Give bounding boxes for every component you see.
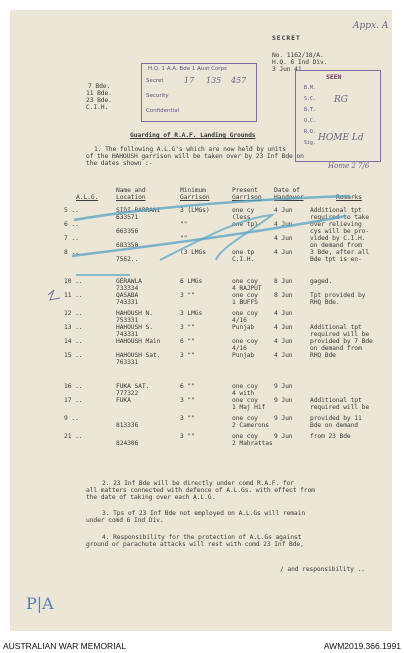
table-cell-remarks: Additional tpt <box>310 397 362 404</box>
table-cell-date: 8 Jun <box>274 292 293 299</box>
table-cell-remarks: Additional tpt <box>310 207 362 214</box>
table-cell-present: one cy <box>232 207 255 214</box>
distribution-item: C.I.H. <box>86 104 109 111</box>
paragraph-line: of the HAHOUSH garrison will be taken over by 23 Inf Bde on <box>86 153 304 160</box>
distribution-item: 7 Bde. <box>88 83 111 90</box>
table-cell-present: one coy <box>232 433 258 440</box>
table-cell-remarks: on demand from <box>310 242 362 249</box>
reference-number: No. 1162/18/A. <box>272 52 324 59</box>
table-cell-remarks: gaged. <box>310 278 333 285</box>
table-cell-min: 6 "" <box>180 383 195 390</box>
table-cell-present: Punjab <box>232 352 255 359</box>
col-header-minimum: Minimum <box>180 187 206 194</box>
security-header: SECRET <box>272 35 301 42</box>
footer-source: AUSTRALIAN WAR MEMORIAL <box>3 641 126 651</box>
table-cell-present: (less <box>232 214 251 221</box>
table-cell-name: 813336 <box>116 422 139 429</box>
table-cell-name: HAHOUSH Sat. <box>116 352 161 359</box>
paragraph-line: under comd 6 Ind Div. <box>86 517 164 524</box>
stamp-line: R.O. <box>304 129 316 135</box>
table-cell-name: 7562.. <box>116 256 139 263</box>
table-cell-min: "" <box>180 235 188 242</box>
col-header-alg: A.L.G. <box>76 194 99 201</box>
paragraph-line: 1. The following A.L.G's which are now held by units <box>94 146 286 153</box>
table-cell-present: one coy <box>232 338 258 345</box>
reference-date: 3 Jun 41. <box>272 66 306 73</box>
table-cell-present: 4 with <box>232 390 255 397</box>
table-cell-remarks: on demand from <box>310 345 362 352</box>
paragraph-line: 2. 23 Inf Bde will be directly under comd R.A.F. for <box>102 480 294 487</box>
table-cell-present: 1 BUFFS <box>232 299 258 306</box>
col-header-remarks: Remarks <box>336 194 362 201</box>
table-cell-name: HAHOUSH S. <box>116 324 153 331</box>
seen-label: SEEN <box>326 73 342 81</box>
table-cell-present: one coy <box>232 310 258 317</box>
col-header-name: Location <box>116 194 146 201</box>
table-cell-remarks: 3 Bde, after all <box>310 249 370 256</box>
table-cell-present: 4/16 <box>232 345 247 352</box>
table-cell-date: 4 Jun <box>274 310 293 317</box>
table-cell-min: 6 "" <box>180 338 195 345</box>
stamp-number: 135 <box>206 76 222 85</box>
handwritten-appendix: Appx. A <box>353 21 389 31</box>
stamp-title: H.Q. 1 A.A. Bde 1 Aust Corps <box>148 66 227 72</box>
document-page <box>10 10 392 631</box>
table-cell-min: 3 "" <box>180 433 195 440</box>
col-header-present: Garrison <box>232 194 262 201</box>
stamp-line: B.M. <box>304 85 316 91</box>
table-cell-present: 4 RAJPUT <box>232 285 262 292</box>
strikeout-line <box>74 196 350 220</box>
table-cell-name: 733334 <box>116 285 139 292</box>
table-cell-name: 763331 <box>116 359 139 366</box>
stamp-line: S.C. <box>304 96 316 102</box>
table-cell-alg: 17 .. <box>64 397 83 404</box>
col-header-name: Name and <box>116 187 146 194</box>
archive-footer <box>0 637 404 653</box>
table-cell-present: one coy <box>232 415 258 422</box>
table-cell-alg: 13 .. <box>64 324 83 331</box>
table-cell-name: SIDI BARRANI <box>116 207 161 214</box>
table-cell-name: 683350 <box>116 242 139 249</box>
table-cell-date: 4 Jun <box>274 235 293 242</box>
table-cell-remarks: Bde tpt is en- <box>310 256 362 263</box>
table-cell-present: one coy <box>232 278 258 285</box>
table-cell-name: GERAWLA <box>116 278 142 285</box>
table-cell-present: one tp) <box>232 221 258 228</box>
stamp-line: O.C. <box>304 118 316 124</box>
table-cell-min: 3 "" <box>180 324 195 331</box>
table-cell-present: 1 Maj Hif <box>232 404 266 411</box>
col-header-date: Handover <box>274 194 304 201</box>
table-cell-present: one coy <box>232 383 258 390</box>
stamp-secret: Secret <box>146 78 164 84</box>
table-cell-alg: 12 .. <box>64 310 83 317</box>
paragraph-line: ground or parachute attacks will rest with comd 23 Inf Bde, <box>86 541 304 548</box>
table-cell-present: 2 Camerons <box>232 422 269 429</box>
paragraph-line: the date of taking over each A.L.G. <box>86 494 216 501</box>
table-cell-date: 4 Jun <box>274 352 293 359</box>
stamp-security: Security <box>146 93 169 99</box>
table-cell-date: 4 Jun <box>274 207 293 214</box>
table-cell-alg: 11 .. <box>64 292 83 299</box>
table-cell-date: 4 Jun <box>274 249 293 256</box>
table-cell-present: one tp <box>232 249 255 256</box>
table-cell-present: 4/16 <box>232 317 247 324</box>
table-cell-remarks: RHQ Bde <box>310 352 336 359</box>
paragraph-line: 4. Responsibility for the protection of A.L.Gs against <box>102 534 302 541</box>
stamp-number: 17 <box>184 76 195 85</box>
col-header-minimum: Garrison <box>180 194 210 201</box>
handwritten-note: Home 2 7/6 <box>328 162 370 170</box>
paragraph-line: all matters connected with defence of A.L.Gs. with effect from <box>86 487 315 494</box>
table-cell-date: 4 Jun <box>274 338 293 345</box>
table-cell-min: 3 LMGs <box>180 310 203 317</box>
table-cell-alg: 15 .. <box>64 352 83 359</box>
table-cell-remarks: vided by C.I.H. <box>310 235 366 242</box>
table-cell-name: FUKA SAT. <box>116 383 150 390</box>
table-cell-present: C.I.H. <box>232 256 255 263</box>
table-cell-name: QASABA <box>116 292 139 299</box>
distribution-item: 11 Bde. <box>86 90 112 97</box>
table-cell-name: 753331 <box>116 317 139 324</box>
table-cell-date: 4 Jun <box>274 324 293 331</box>
continuation-text: / and responsibility .. <box>280 566 365 573</box>
table-cell-name: HAHOUSH N. <box>116 310 153 317</box>
table-cell-present: Punjab <box>232 324 255 331</box>
table-cell-alg: 7 .. <box>64 235 79 242</box>
table-cell-present: one coy <box>232 397 258 404</box>
table-cell-min: 6 LMGs <box>180 278 203 285</box>
table-cell-remarks: provided by 11 <box>310 415 362 422</box>
table-cell-alg: 8 .. <box>64 249 79 256</box>
table-cell-remarks: Tpt provided by <box>310 292 366 299</box>
table-cell-remarks: cys will be pro- <box>310 228 370 235</box>
table-cell-date: 9 Jun <box>274 433 293 440</box>
table-cell-min: 3 "" <box>180 292 195 299</box>
reference-hq: H.Q. 6 Ind Div. <box>272 59 328 66</box>
table-cell-remarks: over relieving <box>310 221 362 228</box>
table-cell-alg: 10 .. <box>64 278 83 285</box>
table-cell-name: 743331 <box>116 331 139 338</box>
col-header-present: Present <box>232 187 258 194</box>
table-cell-remarks: Additional tpt <box>310 324 362 331</box>
table-cell-date: 9 Jun <box>274 415 293 422</box>
table-cell-name: FUKA <box>116 397 131 404</box>
table-cell-alg: 16 .. <box>64 383 83 390</box>
handwritten-initials: RG <box>334 95 348 105</box>
table-cell-name: 633571 <box>116 214 139 221</box>
document-title: Guarding of R.A.F. Landing Grounds <box>130 132 256 139</box>
table-cell-name: 743331 <box>116 299 139 306</box>
table-cell-min: 3 "" <box>180 415 195 422</box>
distribution-item: 23 Bde. <box>86 97 112 104</box>
table-cell-name: 824306 <box>116 440 139 447</box>
paragraph-line: 3. Tps of 23 Inf Bde not employed on A.L.Gs will remain <box>102 510 306 517</box>
table-cell-alg: 9 .. <box>64 415 79 422</box>
table-cell-min: 3 "" <box>180 352 195 359</box>
table-cell-alg: 21 .. <box>64 433 83 440</box>
table-cell-min: 3 (LMGs) <box>180 207 210 214</box>
table-cell-remarks: required will be <box>310 404 370 411</box>
table-cell-remarks: provided by 7 Bde <box>310 338 373 345</box>
footer-reference: AWM2019.366.1991 <box>323 641 401 651</box>
table-cell-remarks: required will be <box>310 331 370 338</box>
table-cell-present: one coy <box>232 292 258 299</box>
table-cell-min: 3 "" <box>180 397 195 404</box>
table-cell-date: 9 Jun <box>274 397 293 404</box>
table-cell-min: (3 LMGs <box>180 249 206 256</box>
table-cell-name: 663356 <box>116 228 139 235</box>
stamp-line: Sig. <box>304 140 316 146</box>
table-cell-name: 777322 <box>116 390 139 397</box>
col-header-date: Date of <box>274 187 300 194</box>
table-cell-name: HAHOUSH Main <box>116 338 161 345</box>
handwritten-home: HOME Ld <box>318 133 364 143</box>
table-cell-date: 9 Jun <box>274 383 293 390</box>
table-cell-alg: 6 .. <box>64 221 79 228</box>
table-cell-alg: 14 .. <box>64 338 83 345</box>
table-cell-present: 2 Mahrattas <box>232 440 273 447</box>
table-cell-remarks: Bde on demand <box>310 422 358 429</box>
blue-pencil-strikeout <box>10 10 392 631</box>
stamp-confidential: Confidential <box>146 108 180 114</box>
stamp-line: B.T. <box>304 107 316 113</box>
stamp-number: 457 <box>231 76 247 85</box>
tick-mark <box>48 290 60 300</box>
handwritten-pa-mark: P|A <box>26 594 54 613</box>
table-cell-date: 8 Jun <box>274 278 293 285</box>
table-cell-remarks: required to take <box>310 214 370 221</box>
table-cell-remarks: from 23 Bde <box>310 433 351 440</box>
table-cell-remarks: RHQ Bde. <box>310 299 340 306</box>
table-cell-date: 4 Jun <box>274 221 293 228</box>
table-cell-min: "" <box>180 221 188 228</box>
paragraph-line: the dates shown :- <box>86 160 153 167</box>
table-cell-alg: 5 .. <box>64 207 79 214</box>
